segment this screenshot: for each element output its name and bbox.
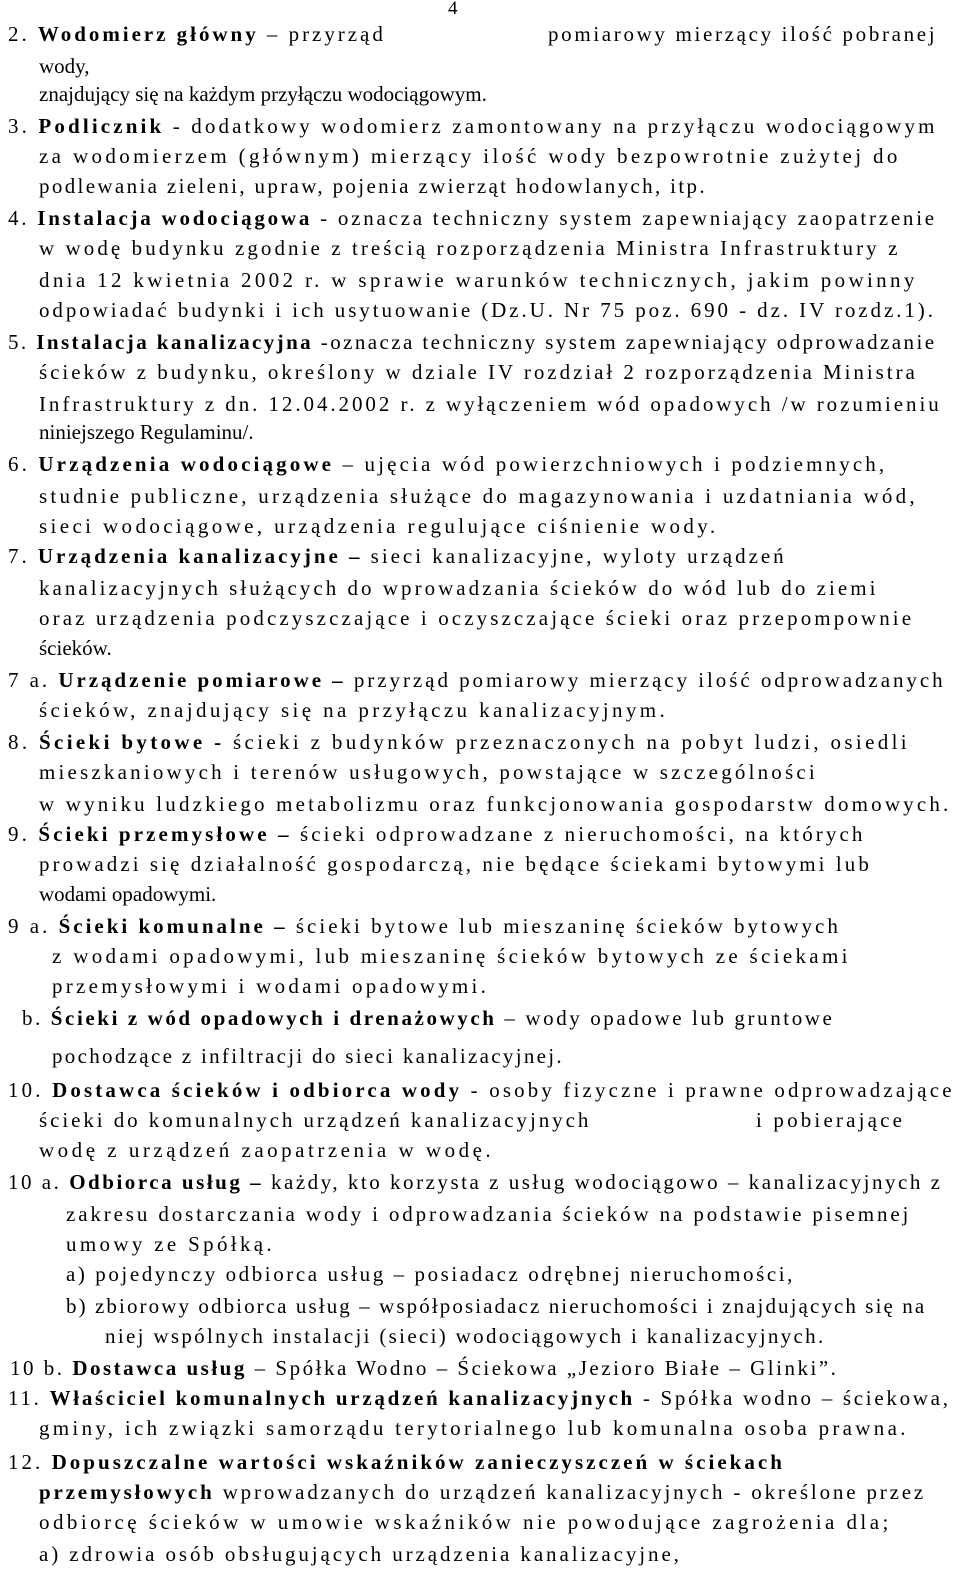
bold-term: Instalacja kanalizacyjna [36, 330, 314, 354]
text-run: ścieków z budynku, określony w dziale IV rozdział 2 rozporządzenia Ministra [39, 360, 918, 384]
text-line [52, 1041, 564, 1071]
text-line [39, 265, 918, 295]
text-run: 9 a. [8, 914, 59, 938]
text-line [39, 633, 112, 663]
text-run: 11. [8, 1386, 50, 1410]
bold-term: Dostawca ścieków i odbiorca wody [52, 1078, 463, 1102]
text-run: 4. [8, 206, 38, 230]
text-run: podlewania zieleni, upraw, pojenia zwierząt hodowlanych, itp. [39, 174, 707, 198]
text-line [66, 1291, 926, 1321]
text-run: b) zbiorowy odbiorca usług – współposiadacz nieruchomości i znajdujących się na [66, 1294, 927, 1318]
text-line [52, 941, 851, 971]
text-run: 12. [8, 1450, 52, 1474]
text-run: w wyniku ludzkiego metabolizmu oraz funkcjonowania gospodarstw domowych. [39, 792, 952, 816]
text-line [8, 327, 936, 357]
text-line [39, 481, 918, 511]
text-line [548, 19, 937, 49]
text-run: sieci wodociągowe, urządzenia regulujące ciśnienie wody. [39, 514, 719, 538]
text-line [39, 573, 878, 603]
text-run: pochodzące z infiltracji do sieci kanalizacyjnej. [52, 1044, 564, 1068]
text-run: b. [22, 1006, 51, 1030]
text-run: ścieki odprowadzane z nieruchomości, na których [291, 822, 866, 846]
text-line [39, 511, 718, 541]
text-run: – Spółka Wodno – Ściekowa „Jezioro Białe – Glinki”. [246, 1356, 839, 1380]
text-run: za wodomierzem (głównym) mierzący ilość wody bezpowrotnie zużytej do [39, 144, 901, 168]
text-line [8, 541, 787, 571]
text-run: - Spółka wodno – ściekowa, [634, 1386, 951, 1410]
text-line [8, 819, 866, 849]
text-line [66, 1259, 795, 1289]
text-run: mieszkaniowych i terenów usługowych, powstające w szczególności [39, 760, 818, 784]
text-run: – ujęcia wód powierzchniowych i podziemnych, [334, 452, 888, 476]
text-run: znajdujący się na każdym przyłączu wodociągowym. [39, 82, 487, 106]
text-line [39, 879, 216, 909]
text-run: odpowiadać budynki i ich usytuowanie (Dz.U. Nr 75 poz. 690 - dz. IV rozdz.1). [39, 298, 936, 322]
text-run: wodami opadowymi. [39, 882, 217, 906]
text-run: 10 b. [10, 1356, 73, 1380]
text-line [52, 971, 489, 1001]
text-line [105, 1321, 826, 1351]
text-run: 8. [8, 730, 40, 754]
text-run: odbiorcę ścieków w umowie wskaźników nie powodujące zagrożenia dla; [39, 1510, 892, 1534]
text-run: i pobierające [756, 1108, 906, 1132]
bold-term: przemysłowych [39, 1480, 215, 1504]
text-run: – wody opadowe lub gruntowe [496, 1006, 835, 1030]
text-line [8, 1167, 943, 1197]
text-line [39, 79, 487, 109]
text-run: ścieki z budynków przeznaczonych na pobyt ludzi, osiedli [224, 730, 910, 754]
bold-term: Urządzenie pomiarowe – [58, 668, 346, 692]
text-run: w wodę budynku zgodnie z treścią rozporządzenia Ministra Infrastruktury z [39, 236, 901, 260]
text-run: 3. [8, 114, 39, 138]
text-run: gminy, ich związki samorządu terytorialnego lub komunalna osoba prawna. [39, 1416, 909, 1440]
text-line [66, 1229, 275, 1259]
bold-term: Ścieki komunalne – [58, 914, 288, 938]
text-line [39, 1507, 892, 1537]
text-line [39, 295, 936, 325]
text-line [66, 1199, 911, 1229]
text-line [39, 1135, 494, 1165]
text-line [39, 141, 901, 171]
text-line [8, 1075, 955, 1105]
text-run: umowy ze Spółką. [66, 1232, 276, 1256]
text-run: wody, [39, 54, 90, 78]
text-run: wprowadzanych do urządzeń kanalizacyjnych - określone przez [214, 1480, 927, 1504]
text-line [39, 417, 254, 447]
text-run: a) pojedynczy odbiorca usług – posiadacz odrębnej nieruchomości, [66, 1262, 795, 1286]
text-line [756, 1105, 905, 1135]
text-run: każdy, kto korzysta z usług wodociągowo – kanalizacyjnych z [263, 1170, 943, 1194]
text-run: niniejszego Regulaminu/. [39, 420, 254, 444]
text-run: – przyrząd [258, 22, 386, 46]
text-run: ścieki do komunalnych urządzeń kanalizacyjnych [39, 1108, 592, 1132]
text-line [39, 51, 90, 81]
text-line [8, 1447, 785, 1477]
text-line [8, 1383, 951, 1413]
text-line [39, 789, 951, 819]
text-line [39, 1105, 591, 1135]
bold-term: Odbiorca usług – [69, 1170, 264, 1194]
text-run: wodę z urządzeń zaopatrzenia w wodę. [39, 1138, 495, 1162]
text-line [39, 757, 818, 787]
text-line [8, 911, 841, 941]
text-line [8, 665, 946, 695]
text-line [8, 19, 386, 49]
text-run: ścieków, znajdujący się na przyłączu kanalizacyjnym. [39, 698, 669, 722]
text-line [39, 849, 872, 879]
text-run: 7. [8, 544, 38, 568]
bold-term: Urządzenia wodociągowe [38, 452, 335, 476]
text-run: ścieków. [39, 636, 112, 660]
bold-term: Ścieki bytowe - [39, 730, 225, 754]
text-line [39, 695, 668, 725]
page-number: 4 [448, 0, 458, 19]
text-run: studnie publiczne, urządzenia służące do magazynowania i uzdatniania wód, [39, 484, 918, 508]
text-run: - osoby fizyczne i prawne odprowadzające [462, 1078, 955, 1102]
text-run: 5. [8, 330, 37, 354]
text-line [8, 727, 910, 757]
text-run: 7 a. [8, 668, 59, 692]
text-line [39, 389, 942, 419]
text-run: ścieki bytowe lub mieszaninę ścieków bytowych [287, 914, 841, 938]
text-line [39, 1477, 926, 1507]
text-run: 10. [8, 1078, 53, 1102]
text-line [39, 171, 707, 201]
text-line [39, 233, 900, 263]
text-run: a) zdrowia osób obsługujących urządzenia kanalizacyjne, [39, 1542, 682, 1566]
text-run: przemysłowymi i wodami opadowymi. [52, 974, 490, 998]
bold-term: Dopuszczalne wartości wskaźników zanieczyszczeń w ściekach [51, 1450, 785, 1474]
text-run: przyrząd pomiarowy mierzący ilość odprowadzanych [345, 668, 946, 692]
text-line [22, 1003, 834, 1033]
text-run: dnia 12 kwietnia 2002 r. w sprawie warunków technicznych, jakim powinny [39, 268, 918, 292]
text-run: zakresu dostarczania wody i odprowadzania ścieków na podstawie pisemnej [66, 1202, 912, 1226]
bold-term: Dostawca usług [72, 1356, 247, 1380]
bold-term: Ścieki z wód opadowych i drenażowych [50, 1006, 497, 1030]
text-line [10, 1353, 838, 1383]
text-line [8, 449, 887, 479]
text-run: 10 a. [8, 1170, 70, 1194]
bold-term: Wodomierz główny [37, 22, 259, 46]
text-line [39, 1413, 909, 1443]
text-line [39, 1539, 682, 1569]
bold-term: Instalacja wodociągowa [37, 206, 313, 230]
text-line [39, 603, 914, 633]
text-run: Infrastruktury z dn. 12.04.2002 r. z wyłączeniem wód opadowych /w rozumieniu [39, 392, 942, 416]
text-run: 9. [8, 822, 39, 846]
text-run: kanalizacyjnych służących do wprowadzania ścieków do wód lub do ziemi [39, 576, 879, 600]
bold-term: Właściciel komunalnych urządzeń kanalizacyjnych [49, 1386, 635, 1410]
text-run: oraz urządzenia podczyszczające i oczyszczające ścieki oraz przepompownie [39, 606, 915, 630]
text-run: sieci kanalizacyjne, wyloty urządzeń [362, 544, 787, 568]
bold-term: Ścieki przemysłowe – [38, 822, 292, 846]
bold-term: Podlicznik [38, 114, 165, 138]
text-run: 2. [8, 22, 38, 46]
text-run: pomiarowy mierzący ilość pobranej [548, 22, 938, 46]
text-run: - dodatkowy wodomierz zamontowany na przyłączu wodociągowym [164, 114, 938, 138]
text-line [8, 203, 937, 233]
text-run: z wodami opadowymi, lub mieszaninę ścieków bytowych ze ściekami [52, 944, 851, 968]
text-run: prowadzi się działalność gospodarczą, nie będące ściekami bytowymi lub [39, 852, 872, 876]
text-run: niej wspólnych instalacji (sieci) wodociągowych i kanalizacyjnych. [105, 1324, 826, 1348]
text-run: 6. [8, 452, 39, 476]
text-line [39, 357, 918, 387]
text-line [8, 111, 938, 141]
bold-term: Urządzenia kanalizacyjne – [37, 544, 363, 568]
text-run: -oznacza techniczny system zapewniający odprowadzanie [313, 330, 937, 354]
text-run: - oznacza techniczny system zapewniający zaopatrzenie [312, 206, 937, 230]
